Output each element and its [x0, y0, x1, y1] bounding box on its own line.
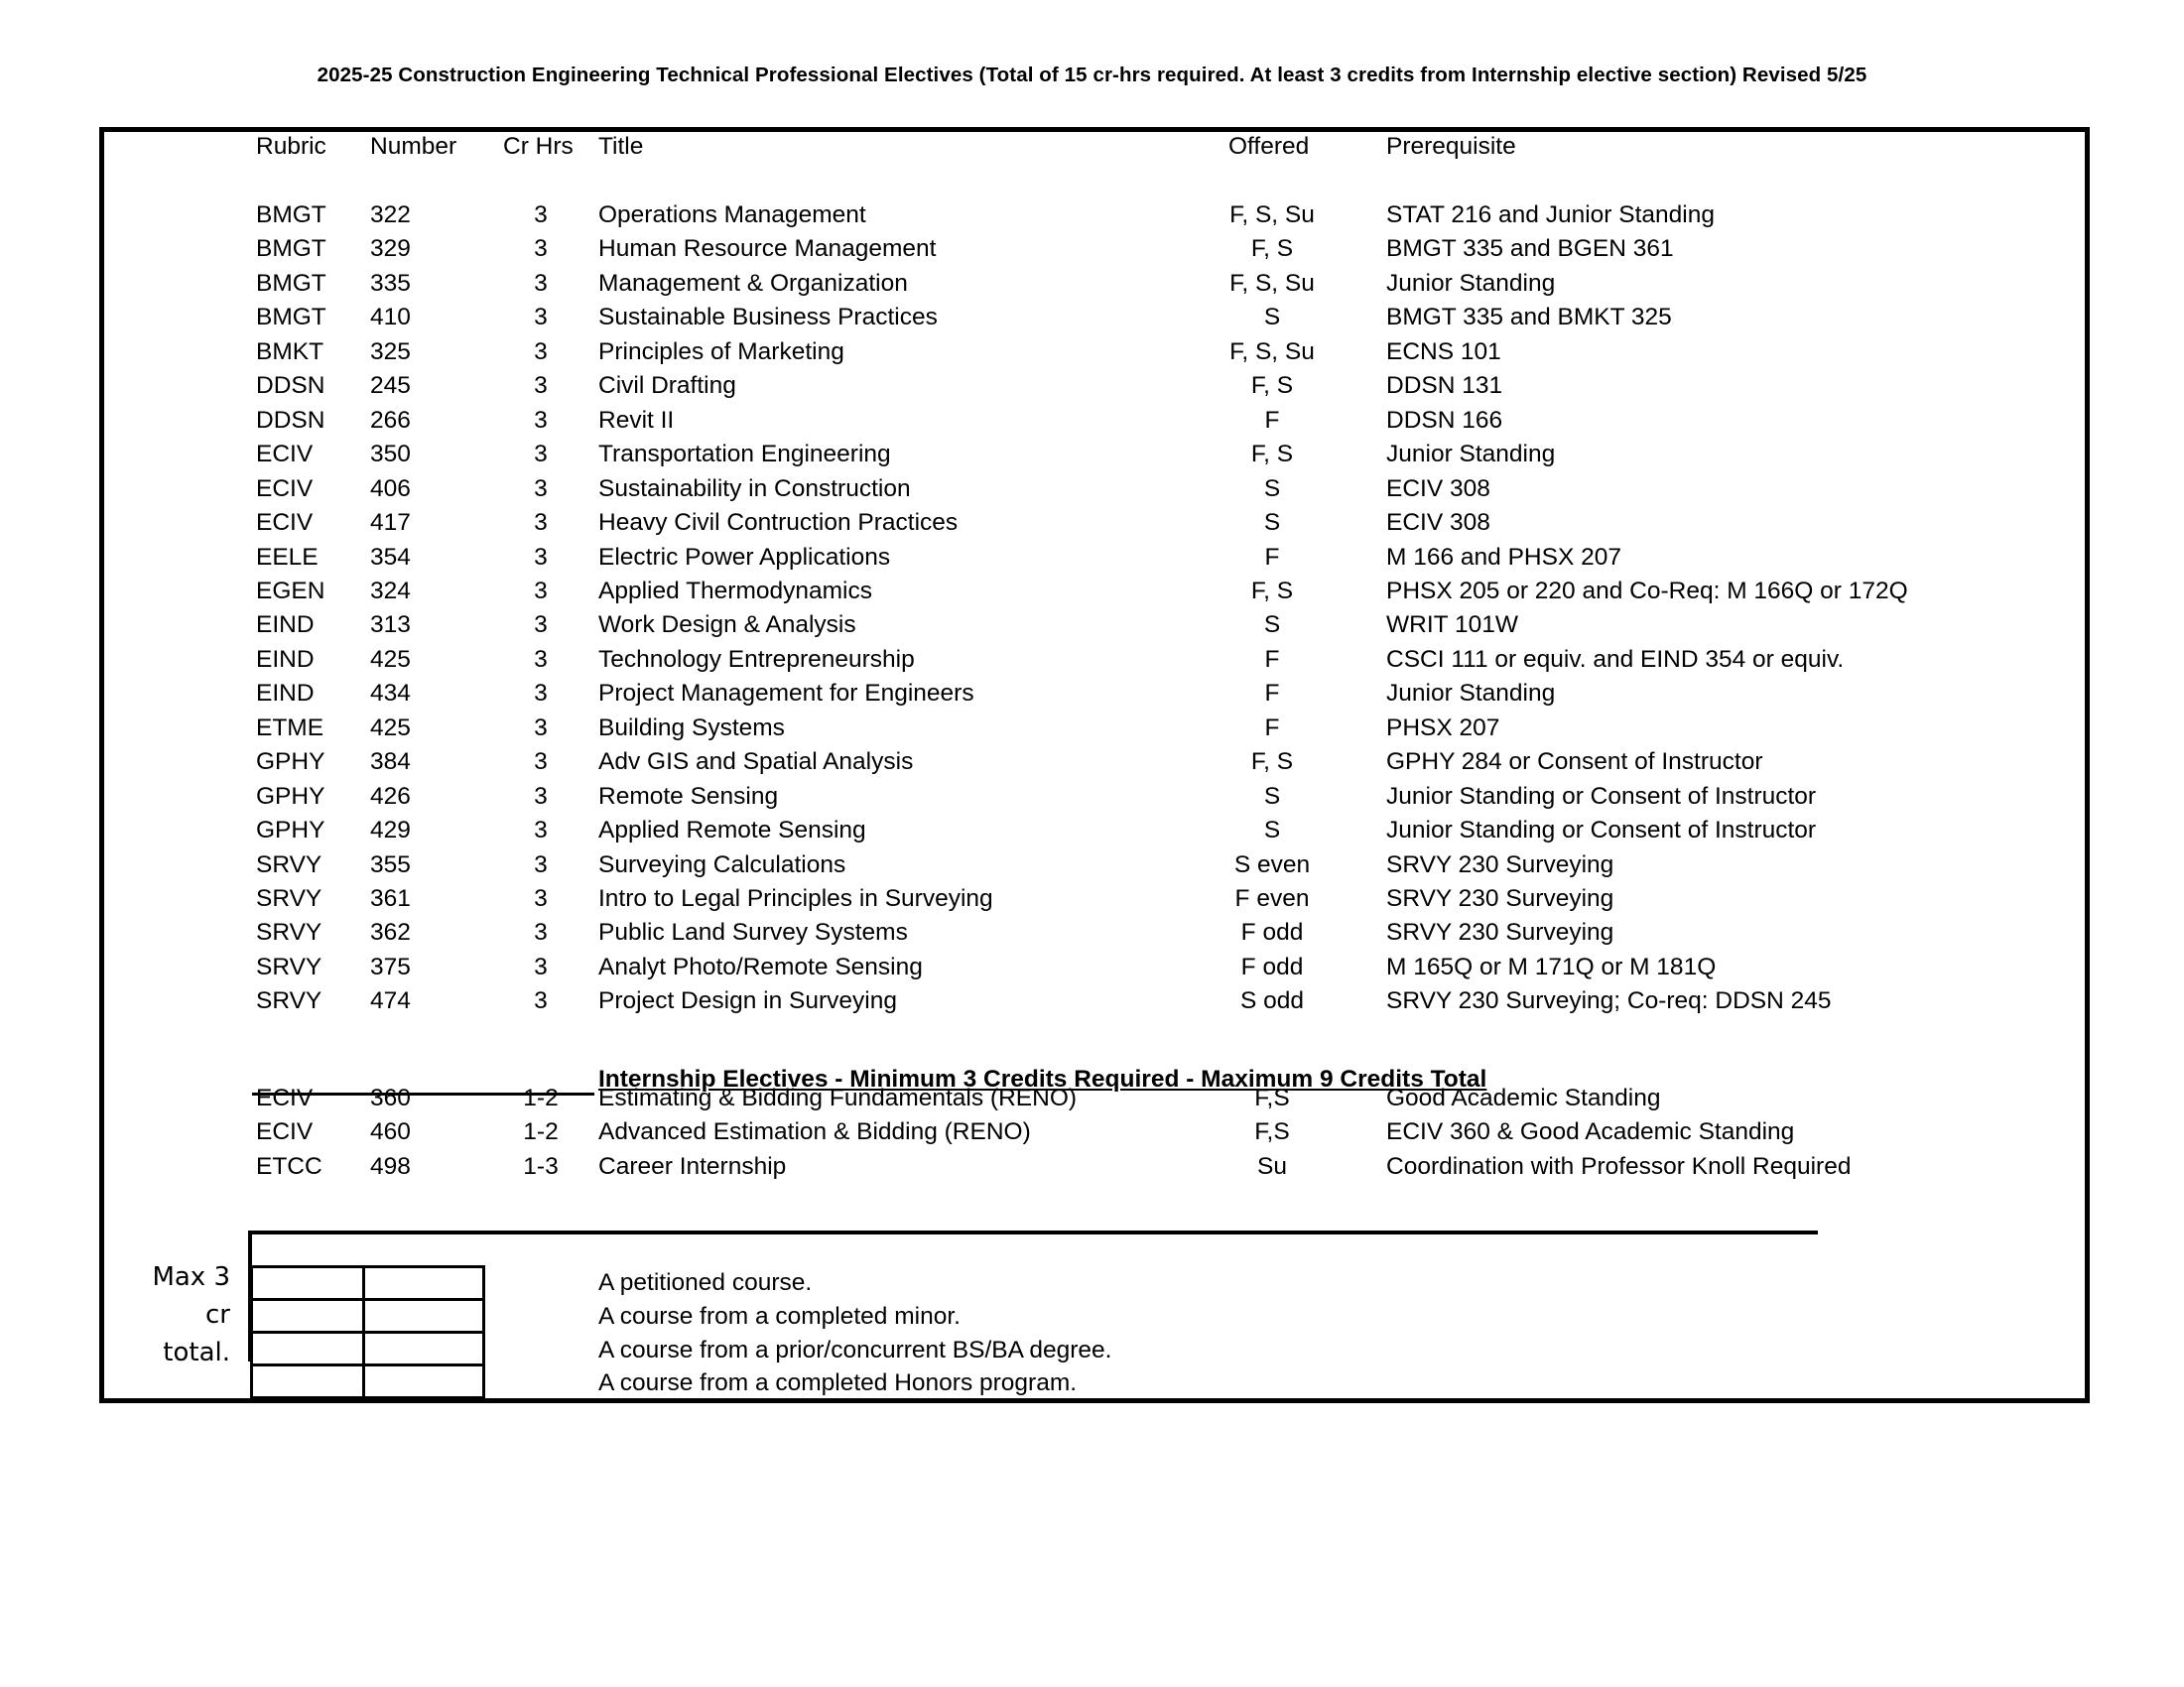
max-credit-line2: total.	[163, 1338, 230, 1367]
header-title: Title	[598, 133, 644, 160]
table-row	[0, 882, 2184, 916]
cell-rubric: EELE	[256, 543, 319, 571]
cell-offered: S	[1263, 304, 1281, 331]
cell-title: Project Management for Engineers	[598, 680, 974, 708]
cell-title: Revit II	[598, 406, 675, 434]
cell-number: 410	[370, 304, 411, 331]
cell-number: 384	[370, 748, 411, 776]
cell-cr-hrs: 3	[534, 337, 548, 365]
cell-cr-hrs: 3	[534, 201, 548, 228]
note-prior-degree: A course from a prior/concurrent BS/BA degree.	[598, 1337, 1112, 1363]
cell-cr-hrs: 3	[534, 509, 548, 537]
cell-prerequisite: ECIV 308	[1386, 474, 1490, 502]
cell-title: Remote Sensing	[598, 782, 779, 810]
table-row	[0, 575, 2184, 608]
cell-rubric: GPHY	[256, 748, 325, 776]
cell-prerequisite: SRVY 230 Surveying	[1386, 885, 1614, 912]
cell-rubric: GPHY	[256, 817, 325, 844]
cell-prerequisite: Coordination with Professor Knoll Required	[1386, 1152, 1852, 1180]
cell-offered: F, S	[1250, 748, 1294, 776]
petition-box-top-border	[250, 1231, 1818, 1234]
cell-title: Applied Remote Sensing	[598, 817, 866, 844]
cell-title: Applied Thermodynamics	[598, 577, 872, 604]
cell-offered: S	[1263, 817, 1281, 844]
cell-title: Intro to Legal Principles in Surveying	[598, 885, 993, 912]
note-honors: A course from a completed Honors program.	[598, 1369, 1078, 1396]
cell-number: 406	[370, 474, 411, 502]
cell-prerequisite: SRVY 230 Surveying	[1386, 919, 1614, 947]
cell-offered: F, S	[1250, 372, 1294, 400]
cell-offered: S	[1263, 509, 1281, 537]
cell-number: 329	[370, 235, 411, 263]
cell-title: Analyt Photo/Remote Sensing	[598, 953, 923, 980]
cell-number: 498	[370, 1152, 411, 1180]
table-row	[0, 438, 2184, 471]
table-row	[0, 608, 2184, 642]
max-credit-line1: Max 3 cr	[152, 1262, 230, 1330]
cell-prerequisite: SRVY 230 Surveying; Co-req: DDSN 245	[1386, 987, 1832, 1015]
header-cr-hrs: Cr Hrs	[503, 133, 574, 160]
cell-rubric: DDSN	[256, 372, 325, 400]
cell-cr-hrs: 1-3	[523, 1152, 559, 1180]
cell-number: 434	[370, 680, 411, 708]
cell-prerequisite: BMGT 335 and BMKT 325	[1386, 304, 1672, 331]
cell-prerequisite: M 166 and PHSX 207	[1386, 543, 1621, 571]
cell-cr-hrs: 3	[534, 748, 548, 776]
cell-prerequisite: DDSN 131	[1386, 372, 1503, 400]
cell-number: 426	[370, 782, 411, 810]
cell-prerequisite: PHSX 205 or 220 and Co-Req: M 166Q or 172Q	[1386, 577, 1908, 604]
cell-prerequisite: STAT 216 and Junior Standing	[1386, 201, 1715, 228]
cell-offered: S	[1263, 474, 1281, 502]
grid-cell[interactable]	[364, 1333, 484, 1365]
table-row	[0, 541, 2184, 575]
cell-title: Project Design in Surveying	[598, 987, 897, 1015]
grid-cell[interactable]	[364, 1365, 484, 1398]
table-row	[0, 1150, 2184, 1184]
cell-rubric: ETME	[256, 714, 324, 741]
cell-cr-hrs: 3	[534, 885, 548, 912]
header-number: Number	[370, 133, 457, 160]
cell-number: 362	[370, 919, 411, 947]
cell-offered: F, S, Su	[1229, 201, 1315, 228]
cell-number: 375	[370, 953, 411, 980]
grid-cell[interactable]	[252, 1300, 364, 1333]
table-row	[0, 198, 2184, 232]
cell-offered: S even	[1233, 850, 1311, 878]
cell-cr-hrs: 3	[534, 953, 548, 980]
note-petitioned: A petitioned course.	[598, 1269, 813, 1296]
cell-cr-hrs: 3	[534, 235, 548, 263]
cell-rubric: BMGT	[256, 235, 326, 263]
header-row	[0, 130, 2184, 164]
cell-rubric: EIND	[256, 680, 315, 708]
cell-number: 425	[370, 645, 411, 673]
cell-prerequisite: Junior Standing	[1386, 441, 1556, 468]
cell-prerequisite: ECIV 360 & Good Academic Standing	[1386, 1118, 1795, 1146]
cell-offered: S odd	[1239, 987, 1305, 1015]
cell-prerequisite: SRVY 230 Surveying	[1386, 850, 1614, 878]
cell-title: Heavy Civil Contruction Practices	[598, 509, 959, 537]
cell-offered: F	[1264, 714, 1280, 741]
cell-rubric: SRVY	[256, 987, 322, 1015]
grid-cell[interactable]	[252, 1333, 364, 1365]
cell-cr-hrs: 3	[534, 611, 548, 639]
table-row	[0, 506, 2184, 540]
cell-cr-hrs: 3	[534, 304, 548, 331]
cell-number: 425	[370, 714, 411, 741]
cell-rubric: SRVY	[256, 850, 322, 878]
table-row	[0, 335, 2184, 369]
cell-number: 361	[370, 885, 411, 912]
table-row	[0, 984, 2184, 1018]
cell-title: Adv GIS and Spatial Analysis	[598, 748, 914, 776]
cell-cr-hrs: 3	[534, 714, 548, 741]
petition-checkbox-grid	[250, 1265, 485, 1399]
cell-rubric: EGEN	[256, 577, 325, 604]
cell-rubric: BMGT	[256, 304, 326, 331]
cell-title: Advanced Estimation & Bidding (RENO)	[598, 1118, 1031, 1146]
cell-rubric: ECIV	[256, 1085, 314, 1111]
cell-cr-hrs: 3	[534, 680, 548, 708]
table-row	[0, 267, 2184, 301]
cell-cr-hrs: 1-2	[523, 1085, 559, 1111]
cell-rubric: DDSN	[256, 406, 325, 434]
cell-prerequisite: Junior Standing or Consent of Instructor	[1386, 817, 1817, 844]
cell-offered: F, S	[1250, 441, 1294, 468]
cell-rubric: BMKT	[256, 337, 324, 365]
cell-offered: F,S	[1254, 1085, 1290, 1111]
cell-title: Management & Organization	[598, 269, 908, 297]
cell-offered: F odd	[1240, 953, 1304, 980]
table-row	[0, 643, 2184, 677]
cell-prerequisite: Junior Standing	[1386, 269, 1556, 297]
cell-number: 354	[370, 543, 411, 571]
cell-number: 245	[370, 372, 411, 400]
cell-number: 355	[370, 850, 411, 878]
cell-offered: F, S, Su	[1229, 337, 1315, 365]
cell-cr-hrs: 3	[534, 269, 548, 297]
cell-title: Sustainable Business Practices	[598, 304, 938, 331]
grid-cell[interactable]	[364, 1267, 484, 1300]
grid-cell[interactable]	[364, 1300, 484, 1333]
cell-offered: F	[1264, 680, 1280, 708]
cell-number: 460	[370, 1118, 411, 1146]
cell-rubric: SRVY	[256, 885, 322, 912]
cell-prerequisite: DDSN 166	[1386, 406, 1503, 434]
cell-title: Building Systems	[598, 714, 785, 741]
cell-number: 350	[370, 441, 411, 468]
cell-cr-hrs: 3	[534, 782, 548, 810]
cell-rubric: BMGT	[256, 201, 326, 228]
cell-number: 266	[370, 406, 411, 434]
cell-cr-hrs: 3	[534, 441, 548, 468]
cell-title: Technology Entrepreneurship	[598, 645, 915, 673]
cell-number: 335	[370, 269, 411, 297]
max-credit-note	[121, 1258, 230, 1371]
table-row	[0, 232, 2184, 266]
cell-offered: F,S	[1254, 1118, 1290, 1146]
cell-offered: F even	[1234, 885, 1310, 912]
cell-rubric: GPHY	[256, 782, 325, 810]
cell-number: 417	[370, 509, 411, 537]
table-row	[0, 369, 2184, 403]
cell-offered: S	[1263, 611, 1281, 639]
grid-cell[interactable]	[252, 1267, 364, 1300]
grid-cell[interactable]	[252, 1365, 364, 1398]
cell-title: Career Internship	[598, 1152, 787, 1180]
table-row	[0, 712, 2184, 745]
cell-cr-hrs: 3	[534, 372, 548, 400]
cell-prerequisite: M 165Q or M 171Q or M 181Q	[1386, 953, 1717, 980]
cell-prerequisite: Good Academic Standing	[1386, 1085, 1661, 1111]
cell-title: Operations Management	[598, 201, 866, 228]
cell-rubric: SRVY	[256, 919, 322, 947]
cell-prerequisite: WRIT 101W	[1386, 611, 1518, 639]
cell-cr-hrs: 3	[534, 406, 548, 434]
page-title: 2025-25 Construction Engineering Technical Professional Electives (Total of 15 cr-hrs required. At least 3 credits from Internship elective section) Revised 5/25	[317, 64, 1867, 86]
cell-number: 324	[370, 577, 411, 604]
cell-cr-hrs: 3	[534, 474, 548, 502]
header-rubric: Rubric	[256, 133, 326, 160]
cell-rubric: ECIV	[256, 509, 314, 537]
cell-title: Work Design & Analysis	[598, 611, 856, 639]
cell-title: Human Resource Management	[598, 235, 937, 263]
cell-cr-hrs: 3	[534, 543, 548, 571]
header-offered: Offered	[1228, 133, 1310, 160]
note-minor: A course from a completed minor.	[598, 1303, 961, 1330]
cell-title: Principles of Marketing	[598, 337, 844, 365]
cell-offered: S	[1263, 782, 1281, 810]
cell-rubric: BMGT	[256, 269, 326, 297]
table-row	[0, 814, 2184, 847]
internship-section-title: Internship Electives - Minimum 3 Credits Required - Maximum 9 Credits Total	[598, 1066, 1487, 1093]
cell-rubric: ECIV	[256, 474, 314, 502]
cell-title: Civil Drafting	[598, 372, 736, 400]
cell-prerequisite: GPHY 284 or Consent of Instructor	[1386, 748, 1763, 776]
cell-title: Sustainability in Construction	[598, 474, 911, 502]
cell-title: Surveying Calculations	[598, 850, 846, 878]
cell-number: 313	[370, 611, 411, 639]
cell-offered: F odd	[1240, 919, 1304, 947]
cell-rubric: ECIV	[256, 1118, 314, 1146]
cell-title: Public Land Survey Systems	[598, 919, 908, 947]
cell-title: Estimating & Bidding Fundamentals (RENO)	[598, 1085, 1078, 1111]
cell-prerequisite: BMGT 335 and BGEN 361	[1386, 235, 1674, 263]
cell-number: 429	[370, 817, 411, 844]
table-row	[0, 916, 2184, 950]
cell-prerequisite: CSCI 111 or equiv. and EIND 354 or equiv.	[1386, 645, 1845, 673]
cell-rubric: SRVY	[256, 953, 322, 980]
cell-cr-hrs: 3	[534, 987, 548, 1015]
header-prerequisite: Prerequisite	[1386, 133, 1516, 160]
cell-cr-hrs: 3	[534, 645, 548, 673]
cell-cr-hrs: 3	[534, 850, 548, 878]
cell-cr-hrs: 3	[534, 817, 548, 844]
cell-prerequisite: Junior Standing	[1386, 680, 1556, 708]
cell-number: 474	[370, 987, 411, 1015]
cell-cr-hrs: 1-2	[523, 1118, 559, 1146]
cell-cr-hrs: 3	[534, 577, 548, 604]
table-row	[0, 780, 2184, 814]
table-row	[0, 301, 2184, 334]
cell-cr-hrs: 3	[534, 919, 548, 947]
cell-number: 325	[370, 337, 411, 365]
cell-rubric: EIND	[256, 611, 315, 639]
cell-offered: F	[1264, 645, 1280, 673]
table-row	[0, 1082, 2184, 1115]
cell-prerequisite: ECIV 308	[1386, 509, 1490, 537]
table-row	[0, 951, 2184, 984]
table-row	[0, 404, 2184, 438]
cell-prerequisite: ECNS 101	[1386, 337, 1501, 365]
table-row	[0, 472, 2184, 506]
cell-offered: F	[1264, 543, 1280, 571]
cell-rubric: ETCC	[256, 1152, 322, 1180]
cell-offered: F	[1264, 406, 1280, 434]
cell-rubric: ECIV	[256, 441, 314, 468]
cell-offered: F, S	[1250, 235, 1294, 263]
cell-number: 360	[370, 1085, 411, 1111]
cell-offered: Su	[1257, 1152, 1287, 1180]
cell-rubric: EIND	[256, 645, 315, 673]
table-row	[0, 848, 2184, 882]
cell-number: 322	[370, 201, 411, 228]
cell-prerequisite: Junior Standing or Consent of Instructor	[1386, 782, 1817, 810]
table-row	[0, 677, 2184, 711]
table-row	[0, 1115, 2184, 1149]
table-row	[0, 745, 2184, 779]
cell-title: Electric Power Applications	[598, 543, 891, 571]
cell-offered: F, S, Su	[1229, 269, 1315, 297]
cell-prerequisite: PHSX 207	[1386, 714, 1500, 741]
cell-offered: F, S	[1250, 577, 1294, 604]
cell-title: Transportation Engineering	[598, 441, 891, 468]
